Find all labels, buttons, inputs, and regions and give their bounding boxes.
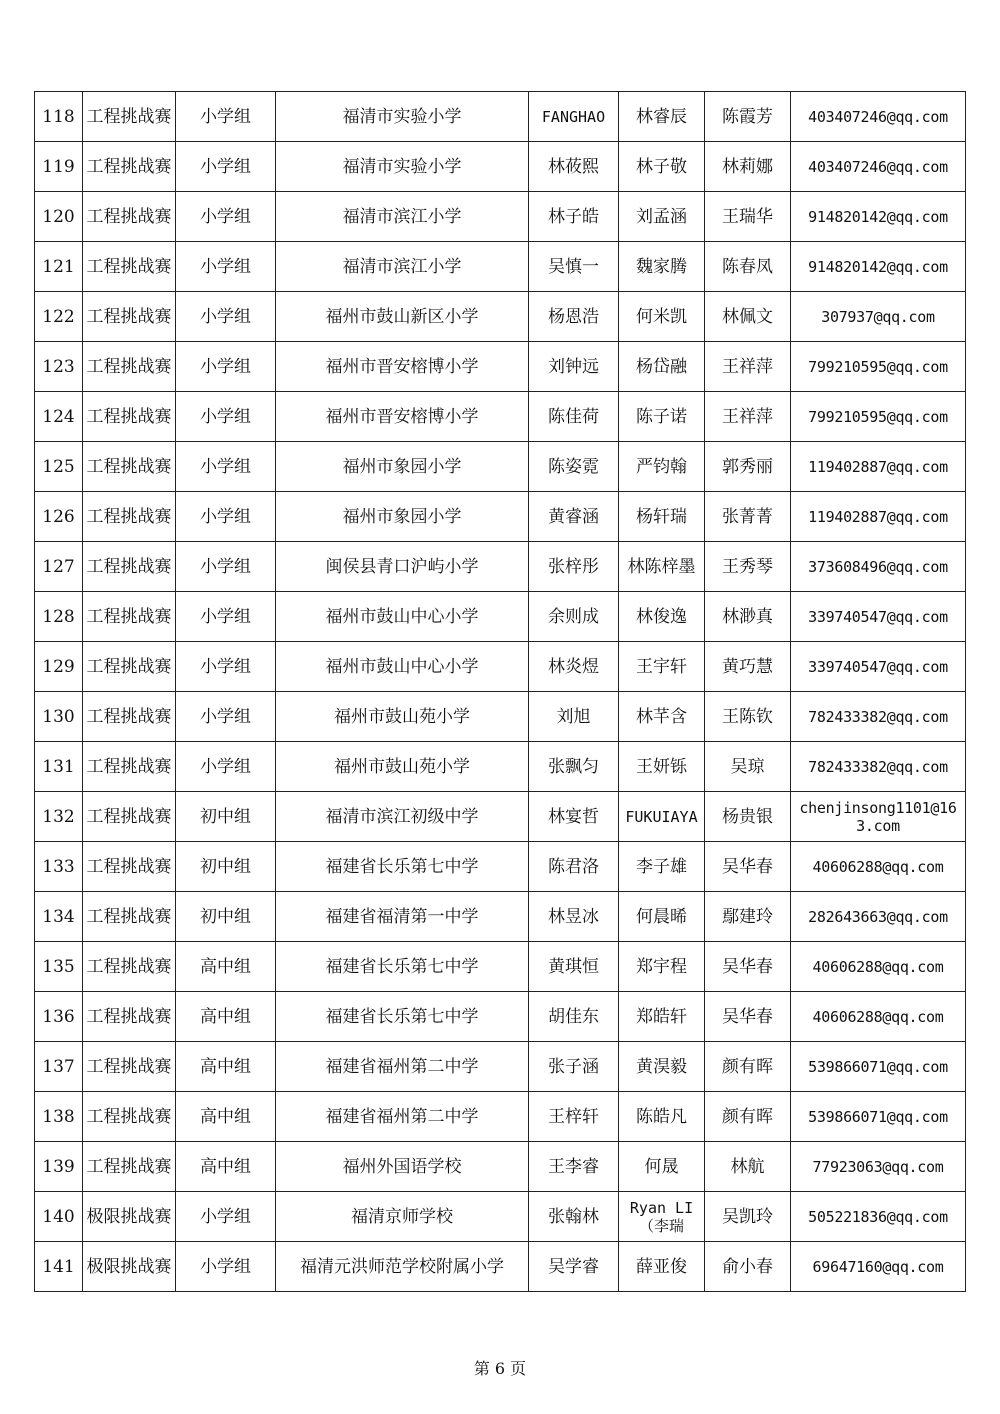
table-row: [35, 992, 966, 1042]
cell-member-2: 林陈梓墨: [619, 542, 705, 592]
cell-group: 小学组: [176, 742, 276, 792]
cell-number: 122: [35, 292, 83, 342]
cell-email: 339740547@qq.com: [791, 642, 966, 692]
registration-table-container: [34, 91, 965, 1292]
cell-coach: 林渺真: [705, 592, 791, 642]
cell-event: 工程挑战赛: [83, 892, 176, 942]
table-row: [35, 892, 966, 942]
cell-school: 福建省长乐第七中学: [276, 842, 529, 892]
cell-group: 小学组: [176, 642, 276, 692]
cell-email: 282643663@qq.com: [791, 892, 966, 942]
cell-member-2: Ryan LI（李瑞: [619, 1192, 705, 1242]
cell-coach: 林佩文: [705, 292, 791, 342]
cell-event: 工程挑战赛: [83, 392, 176, 442]
cell-member-1: 吴慎一: [529, 242, 619, 292]
registration-table: [34, 91, 966, 1292]
cell-member-1: 杨恩浩: [529, 292, 619, 342]
table-row: [35, 1242, 966, 1292]
cell-number: 128: [35, 592, 83, 642]
cell-event: 工程挑战赛: [83, 242, 176, 292]
cell-member-1: 林炎煜: [529, 642, 619, 692]
cell-number: 140: [35, 1192, 83, 1242]
cell-group: 小学组: [176, 292, 276, 342]
cell-group: 高中组: [176, 992, 276, 1042]
cell-group: 高中组: [176, 1092, 276, 1142]
cell-coach: 吴凯玲: [705, 1192, 791, 1242]
table-row: [35, 742, 966, 792]
cell-school: 福州市鼓山新区小学: [276, 292, 529, 342]
cell-member-1: 林宴哲: [529, 792, 619, 842]
cell-group: 小学组: [176, 392, 276, 442]
cell-member-1: 吴学睿: [529, 1242, 619, 1292]
cell-event: 工程挑战赛: [83, 292, 176, 342]
cell-event: 工程挑战赛: [83, 992, 176, 1042]
cell-number: 123: [35, 342, 83, 392]
cell-member-2: 王妍铄: [619, 742, 705, 792]
table-row: [35, 1042, 966, 1092]
cell-group: 小学组: [176, 592, 276, 642]
cell-number: 139: [35, 1142, 83, 1192]
cell-member-1: 张子涵: [529, 1042, 619, 1092]
cell-number: 135: [35, 942, 83, 992]
cell-event: 工程挑战赛: [83, 192, 176, 242]
cell-group: 小学组: [176, 492, 276, 542]
cell-member-1: 王李睿: [529, 1142, 619, 1192]
cell-event: 工程挑战赛: [83, 1092, 176, 1142]
cell-number: 120: [35, 192, 83, 242]
cell-member-1: 黄琪恒: [529, 942, 619, 992]
cell-member-2: 林子敬: [619, 142, 705, 192]
table-row: [35, 692, 966, 742]
table-row: [35, 342, 966, 392]
cell-member-2: 严钧翰: [619, 442, 705, 492]
cell-school: 福清元洪师范学校附属小学: [276, 1242, 529, 1292]
cell-number: 132: [35, 792, 83, 842]
table-row: [35, 1092, 966, 1142]
cell-member-1: 陈姿霓: [529, 442, 619, 492]
cell-group: 初中组: [176, 792, 276, 842]
cell-event: 工程挑战赛: [83, 142, 176, 192]
cell-group: 高中组: [176, 1042, 276, 1092]
cell-member-2: 林芊含: [619, 692, 705, 742]
table-row: [35, 842, 966, 892]
cell-event: 工程挑战赛: [83, 742, 176, 792]
cell-event: 工程挑战赛: [83, 642, 176, 692]
cell-email: 403407246@qq.com: [791, 92, 966, 142]
cell-coach: 陈霞芳: [705, 92, 791, 142]
cell-email: 539866071@qq.com: [791, 1092, 966, 1142]
cell-email: 914820142@qq.com: [791, 242, 966, 292]
cell-school: 福建省长乐第七中学: [276, 992, 529, 1042]
cell-school: 福州市鼓山苑小学: [276, 742, 529, 792]
cell-number: 119: [35, 142, 83, 192]
cell-number: 129: [35, 642, 83, 692]
cell-member-2: 杨轩瑞: [619, 492, 705, 542]
cell-member-2: 何晨晞: [619, 892, 705, 942]
cell-event: 工程挑战赛: [83, 842, 176, 892]
cell-event: 工程挑战赛: [83, 692, 176, 742]
table-row: [35, 442, 966, 492]
cell-school: 福州市晋安榕博小学: [276, 342, 529, 392]
cell-member-1: 张飘匀: [529, 742, 619, 792]
cell-member-2: 黄淏毅: [619, 1042, 705, 1092]
cell-group: 小学组: [176, 692, 276, 742]
cell-event: 工程挑战赛: [83, 92, 176, 142]
cell-member-1: 张翰林: [529, 1192, 619, 1242]
cell-coach: 吴华春: [705, 942, 791, 992]
cell-group: 小学组: [176, 242, 276, 292]
cell-email: 505221836@qq.com: [791, 1192, 966, 1242]
cell-event: 极限挑战赛: [83, 1242, 176, 1292]
table-row: [35, 392, 966, 442]
cell-group: 小学组: [176, 1242, 276, 1292]
table-row: [35, 292, 966, 342]
table-row: [35, 192, 966, 242]
cell-school: 福清市滨江初级中学: [276, 792, 529, 842]
cell-coach: 俞小春: [705, 1242, 791, 1292]
cell-member-2: 王宇轩: [619, 642, 705, 692]
cell-email: 119402887@qq.com: [791, 442, 966, 492]
cell-number: 141: [35, 1242, 83, 1292]
cell-email: 119402887@qq.com: [791, 492, 966, 542]
cell-email: 77923063@qq.com: [791, 1142, 966, 1192]
cell-event: 工程挑战赛: [83, 542, 176, 592]
cell-coach: 林航: [705, 1142, 791, 1192]
cell-number: 127: [35, 542, 83, 592]
cell-coach: 张菁菁: [705, 492, 791, 542]
cell-event: 工程挑战赛: [83, 1042, 176, 1092]
cell-member-2: 郑宇程: [619, 942, 705, 992]
table-row: [35, 492, 966, 542]
cell-member-1: 刘旭: [529, 692, 619, 742]
cell-member-2: 陈皓凡: [619, 1092, 705, 1142]
cell-group: 小学组: [176, 442, 276, 492]
cell-email: 40606288@qq.com: [791, 992, 966, 1042]
table-row: [35, 1192, 966, 1242]
cell-member-2: 郑皓轩: [619, 992, 705, 1042]
cell-number: 134: [35, 892, 83, 942]
cell-school: 福州市象园小学: [276, 492, 529, 542]
cell-member-1: 余则成: [529, 592, 619, 642]
cell-group: 小学组: [176, 92, 276, 142]
cell-school: 福建省福州第二中学: [276, 1042, 529, 1092]
cell-member-2: 杨岱融: [619, 342, 705, 392]
cell-number: 118: [35, 92, 83, 142]
cell-member-1: 林子皓: [529, 192, 619, 242]
cell-event: 工程挑战赛: [83, 442, 176, 492]
table-row: [35, 942, 966, 992]
cell-group: 小学组: [176, 542, 276, 592]
cell-school: 福州市鼓山中心小学: [276, 592, 529, 642]
table-row: [35, 92, 966, 142]
table-row: [35, 542, 966, 592]
cell-event: 工程挑战赛: [83, 792, 176, 842]
cell-email: 307937@qq.com: [791, 292, 966, 342]
cell-email: 539866071@qq.com: [791, 1042, 966, 1092]
cell-group: 小学组: [176, 142, 276, 192]
cell-school: 福建省福州第二中学: [276, 1092, 529, 1142]
cell-coach: 王祥萍: [705, 342, 791, 392]
cell-member-2: FUKUIAYA: [619, 792, 705, 842]
cell-email: 782433382@qq.com: [791, 692, 966, 742]
cell-group: 高中组: [176, 1142, 276, 1192]
cell-coach: 鄢建玲: [705, 892, 791, 942]
cell-number: 136: [35, 992, 83, 1042]
cell-school: 福州市鼓山中心小学: [276, 642, 529, 692]
cell-member-2: 薛亚俊: [619, 1242, 705, 1292]
cell-school: 福清市滨江小学: [276, 242, 529, 292]
cell-group: 初中组: [176, 892, 276, 942]
cell-email: 69647160@qq.com: [791, 1242, 966, 1292]
cell-member-1: 张梓彤: [529, 542, 619, 592]
cell-school: 福建省长乐第七中学: [276, 942, 529, 992]
table-row: [35, 1142, 966, 1192]
cell-event: 工程挑战赛: [83, 492, 176, 542]
cell-email: 782433382@qq.com: [791, 742, 966, 792]
cell-school: 福清市滨江小学: [276, 192, 529, 242]
cell-email: 914820142@qq.com: [791, 192, 966, 242]
cell-member-1: FANGHAO: [529, 92, 619, 142]
cell-event: 工程挑战赛: [83, 942, 176, 992]
cell-member-2: 刘孟涵: [619, 192, 705, 242]
cell-coach: 杨贵银: [705, 792, 791, 842]
cell-member-2: 林俊逸: [619, 592, 705, 642]
table-row: [35, 142, 966, 192]
cell-coach: 王陈钦: [705, 692, 791, 742]
cell-school: 福州市鼓山苑小学: [276, 692, 529, 742]
cell-group: 小学组: [176, 192, 276, 242]
cell-number: 126: [35, 492, 83, 542]
cell-coach: 王祥萍: [705, 392, 791, 442]
cell-coach: 颜有晖: [705, 1042, 791, 1092]
cell-coach: 吴华春: [705, 992, 791, 1042]
cell-group: 小学组: [176, 1192, 276, 1242]
cell-member-1: 黄睿涵: [529, 492, 619, 542]
cell-member-1: 林昱冰: [529, 892, 619, 942]
cell-coach: 王瑞华: [705, 192, 791, 242]
table-row: [35, 642, 966, 692]
cell-coach: 陈春凤: [705, 242, 791, 292]
cell-email: chenjinsong1101@163.com: [791, 792, 966, 842]
cell-group: 高中组: [176, 942, 276, 992]
cell-email: 339740547@qq.com: [791, 592, 966, 642]
cell-member-1: 胡佳东: [529, 992, 619, 1042]
cell-member-1: 陈君洛: [529, 842, 619, 892]
cell-number: 138: [35, 1092, 83, 1142]
table-row: [35, 792, 966, 842]
cell-event: 工程挑战赛: [83, 342, 176, 392]
cell-coach: 颜有晖: [705, 1092, 791, 1142]
cell-group: 小学组: [176, 342, 276, 392]
cell-school: 福清市实验小学: [276, 142, 529, 192]
cell-member-1: 刘钟远: [529, 342, 619, 392]
cell-number: 121: [35, 242, 83, 292]
cell-coach: 黄巧慧: [705, 642, 791, 692]
cell-coach: 吴琼: [705, 742, 791, 792]
cell-email: 799210595@qq.com: [791, 392, 966, 442]
cell-school: 福建省福清第一中学: [276, 892, 529, 942]
cell-member-2: 陈子诺: [619, 392, 705, 442]
cell-coach: 吴华春: [705, 842, 791, 892]
cell-event: 极限挑战赛: [83, 1192, 176, 1242]
cell-number: 125: [35, 442, 83, 492]
cell-email: 799210595@qq.com: [791, 342, 966, 392]
cell-number: 137: [35, 1042, 83, 1092]
cell-member-1: 王梓轩: [529, 1092, 619, 1142]
cell-number: 131: [35, 742, 83, 792]
page-number: 第 6 页: [473, 1359, 527, 1378]
cell-member-1: 林莜熙: [529, 142, 619, 192]
cell-member-2: 林睿辰: [619, 92, 705, 142]
cell-email: 373608496@qq.com: [791, 542, 966, 592]
cell-email: 40606288@qq.com: [791, 942, 966, 992]
cell-coach: 郭秀丽: [705, 442, 791, 492]
cell-school: 福州市象园小学: [276, 442, 529, 492]
cell-member-2: 何米凯: [619, 292, 705, 342]
cell-email: 403407246@qq.com: [791, 142, 966, 192]
table-row: [35, 242, 966, 292]
cell-school: 福州市晋安榕博小学: [276, 392, 529, 442]
cell-school: 闽侯县青口沪屿小学: [276, 542, 529, 592]
cell-member-2: 李子雄: [619, 842, 705, 892]
cell-number: 133: [35, 842, 83, 892]
cell-member-1: 陈佳荷: [529, 392, 619, 442]
cell-coach: 王秀琴: [705, 542, 791, 592]
cell-number: 124: [35, 392, 83, 442]
cell-event: 工程挑战赛: [83, 1142, 176, 1192]
cell-school: 福清市实验小学: [276, 92, 529, 142]
cell-number: 130: [35, 692, 83, 742]
cell-event: 工程挑战赛: [83, 592, 176, 642]
cell-member-2: 何晟: [619, 1142, 705, 1192]
cell-email: 40606288@qq.com: [791, 842, 966, 892]
table-row: [35, 592, 966, 642]
cell-coach: 林莉娜: [705, 142, 791, 192]
cell-school: 福州外国语学校: [276, 1142, 529, 1192]
cell-group: 初中组: [176, 842, 276, 892]
cell-school: 福清京师学校: [276, 1192, 529, 1242]
cell-member-2: 魏家腾: [619, 242, 705, 292]
